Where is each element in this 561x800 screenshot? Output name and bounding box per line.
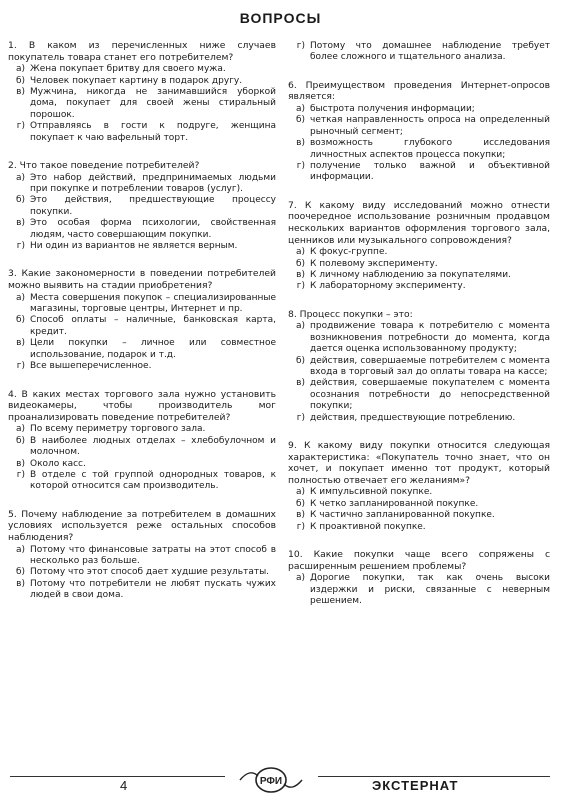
option-text: действия, предшествующие потреблению. — [310, 412, 516, 423]
option-text: К личному наблюдению за покупателями. — [310, 270, 511, 281]
option-text: Дорогие покупки, так как очень высоки издержки и риски, связанные с неверным решением. — [310, 573, 550, 607]
answer-option — [288, 270, 550, 281]
question — [8, 509, 276, 602]
option-text: В наиболее людных отделах – хлебобулочном и молочном. — [30, 435, 276, 458]
option-text: Ни один из вариантов не является верным. — [30, 241, 238, 252]
answer-option — [8, 315, 276, 338]
answer-option — [8, 579, 276, 602]
answer-options — [8, 424, 276, 492]
option-letter: б) — [295, 498, 305, 509]
option-letter: г) — [296, 521, 305, 532]
publisher-logo — [232, 766, 310, 794]
option-letter: а) — [295, 104, 305, 114]
question-text: 3. Какие закономерности в поведении потребителей можно выявить на стадии приобретения? — [8, 268, 276, 292]
answer-option — [8, 567, 276, 578]
option-letter: б) — [15, 435, 25, 446]
option-letter: г) — [16, 469, 25, 480]
question — [288, 80, 550, 184]
question-text: 7. К какому виду исследований можно отнести поочередное использование розничным продавцом нескольких вариантов оформления торгового зала, ценников или музыкального сопровождения? — [288, 199, 550, 246]
option-text: К полевому эксперименту. — [310, 258, 438, 269]
option-letter: г) — [296, 412, 305, 423]
option-text: Потому что домашнее наблюдение требует более сложного и тщательного анализа. — [310, 41, 550, 63]
question — [8, 40, 276, 144]
answer-option — [288, 41, 550, 64]
answer-option — [288, 259, 550, 270]
answer-options — [288, 321, 550, 424]
footer-divider-right — [318, 776, 550, 777]
answer-option — [8, 436, 276, 459]
question-text: 9. К какому виду покупки относится следующая характеристика: «Покупатель точно знает, что он хочет, и покупает именно тот продукт, который полностью отвечает его желаниям»? — [288, 440, 550, 486]
answer-option — [288, 281, 550, 292]
question — [288, 309, 550, 424]
option-letter: б) — [295, 355, 305, 366]
option-text: получение только важной и объективной информации. — [310, 161, 550, 183]
answer-options — [8, 64, 276, 144]
option-text: Человек покупает картину в подарок другу. — [30, 75, 243, 86]
option-letter: г) — [296, 281, 305, 292]
answer-option — [288, 247, 550, 258]
option-text: Цели покупки – личное или совместное использование, подарок и т.д. — [30, 338, 276, 360]
option-letter: в) — [296, 138, 305, 149]
answer-option — [8, 470, 276, 493]
answer-option — [288, 413, 550, 424]
answer-options — [288, 41, 550, 64]
option-letter: в) — [16, 87, 25, 97]
option-letter: б) — [15, 195, 25, 206]
option-text: К частично запланированной покупке. — [310, 510, 495, 521]
option-letter: б) — [295, 258, 305, 269]
option-letter: а) — [15, 424, 25, 435]
question — [288, 200, 550, 293]
option-letter: а) — [15, 64, 25, 75]
option-text: Это особая форма психологии, свойственная людям, часто совершающим покупки. — [30, 218, 276, 240]
option-text: В отделе с той группой однородных товаров, к которой относится сам производитель. — [30, 469, 276, 492]
option-text: Места совершения покупок – специализированные магазины, торговые центры, Интернет и пр. — [30, 292, 276, 315]
option-letter: г) — [16, 121, 25, 132]
question — [8, 160, 276, 252]
answer-option — [8, 121, 276, 144]
footer-divider-left — [10, 776, 225, 777]
question-text: 5. Почему наблюдение за потребителем в домашних условиях используется реже остальных способов наблюдения? — [8, 508, 276, 543]
option-letter: в) — [296, 270, 305, 281]
answer-option — [8, 338, 276, 361]
answer-option — [288, 522, 550, 533]
answer-options — [288, 573, 550, 607]
question — [8, 268, 276, 372]
answer-option — [8, 293, 276, 316]
answer-options — [8, 545, 276, 602]
option-letter: г) — [16, 361, 25, 372]
option-text: Отправляясь в гости к подруге, женщина покупает к чаю вафельный торт. — [30, 121, 276, 143]
option-letter: в) — [16, 458, 25, 469]
question-text: 1. В каком из перечисленных ниже случаев покупатель товара станет его потребителем? — [8, 40, 276, 63]
option-letter: а) — [295, 487, 305, 498]
option-letter: а) — [295, 247, 305, 258]
option-letter: б) — [295, 115, 305, 126]
option-letter: в) — [16, 218, 25, 229]
answer-option — [288, 510, 550, 521]
option-letter: в) — [16, 578, 25, 589]
option-letter: г) — [296, 161, 305, 172]
answer-option — [288, 378, 550, 412]
answer-options — [288, 487, 550, 533]
option-text: Способ оплаты – наличные, банковская карта, кредит. — [30, 315, 276, 337]
answer-option — [288, 573, 550, 607]
option-letter: б) — [15, 75, 25, 86]
question-text: 6. Преимуществом проведения Интернет-опросов является: — [288, 79, 550, 103]
option-letter: в) — [16, 338, 25, 349]
answer-option — [288, 138, 550, 161]
option-text: возможность глубокого исследования личностных аспектов процесса покупки; — [310, 138, 550, 160]
answer-option — [8, 195, 276, 218]
page-title: ВОПРОСЫ — [239, 10, 322, 26]
option-letter: а) — [295, 573, 305, 584]
answer-option — [8, 64, 276, 75]
question-text: 2. Что такое поведение потребителей? — [8, 160, 200, 172]
option-letter: а) — [295, 321, 305, 332]
question-text: 4. В каких местах торгового зала нужно установить видеокамеры, чтобы производитель мог проанализировать поведение потребителей? — [8, 388, 276, 423]
answer-option — [8, 545, 276, 568]
answer-option — [288, 356, 550, 379]
answer-option — [288, 499, 550, 510]
option-text: Потому что потребители не любят пускать чужих людей в свои дома. — [30, 578, 276, 601]
answer-option — [8, 173, 276, 196]
answer-option — [8, 241, 276, 252]
option-text: По всему периметру торгового зала. — [30, 424, 206, 435]
option-text: Все вышеперечисленное. — [30, 361, 152, 372]
option-text: К проактивной покупке. — [310, 521, 426, 532]
answer-option — [288, 115, 550, 138]
question-text: 8. Процесс покупки – это: — [288, 308, 413, 320]
option-text: К импульсивной покупке. — [310, 487, 433, 498]
option-letter: б) — [15, 315, 25, 326]
question-text: 10. Какие покупки чаще всего сопряжены с расширенным решением проблемы? — [288, 549, 550, 572]
option-text: Мужчина, никогда не занимавшийся уборкой дома, покупает для своей жены стиральный порошок. — [30, 87, 276, 120]
question — [288, 549, 550, 607]
question — [8, 389, 276, 493]
option-text: Жена покупает бритву для своего мужа. — [30, 64, 226, 75]
answer-options — [288, 104, 550, 184]
option-text: действия, совершаемые потребителем с момента входа в торговый зал до оплаты товара на кассе; — [310, 355, 550, 378]
option-text: Это набор действий, предпринимаемых людьми при покупке и потреблении товаров (услуг). — [30, 172, 276, 195]
option-letter: а) — [15, 292, 25, 303]
answer-option — [288, 321, 550, 355]
option-letter: г) — [296, 41, 305, 51]
question — [288, 41, 550, 64]
answer-option — [8, 76, 276, 87]
left-column — [8, 40, 276, 618]
question — [288, 440, 550, 533]
option-text: Потому что этот способ дает худшие результаты. — [30, 567, 270, 578]
option-letter: в) — [296, 510, 305, 521]
answer-option — [8, 218, 276, 241]
option-text: быстрота получения информации; — [310, 104, 475, 114]
answer-options — [8, 173, 276, 253]
option-text: четкая направленность опроса на определенный рыночный сегмент; — [310, 115, 550, 137]
option-text: продвижение товара к потребителю с момента возникновения потребности до момента, когда дается оценка использованному продукту; — [310, 321, 550, 355]
option-letter: б) — [15, 567, 25, 578]
brand-name: ЭКСТЕРНАТ — [372, 778, 459, 793]
answer-options — [8, 293, 276, 373]
option-letter: а) — [15, 172, 25, 183]
answer-option — [288, 104, 550, 115]
option-letter: а) — [15, 544, 25, 555]
option-text: К фокус-группе. — [310, 247, 388, 258]
option-letter: г) — [16, 241, 25, 252]
option-text: действия, совершаемые покупателем с момента осознания потребности до непосредственной покупки; — [310, 378, 550, 412]
answer-option — [8, 424, 276, 435]
option-text: Потому что финансовые затраты на этот способ в несколько раз больше. — [30, 544, 276, 566]
answer-option — [8, 459, 276, 470]
right-column — [288, 40, 550, 624]
page-number: 4 — [120, 778, 128, 793]
option-text: К лабораторному эксперименту. — [310, 281, 466, 292]
option-text: Это действия, предшествующие процессу покупки. — [30, 195, 276, 217]
answer-option — [288, 487, 550, 498]
answer-option — [8, 361, 276, 372]
answer-option — [8, 87, 276, 121]
option-text: Около касс. — [30, 458, 86, 469]
option-letter: в) — [296, 378, 305, 389]
logo-text: РФИ — [259, 776, 283, 787]
answer-options — [288, 247, 550, 293]
answer-option — [288, 161, 550, 184]
option-text: К четко запланированной покупке. — [310, 498, 479, 509]
